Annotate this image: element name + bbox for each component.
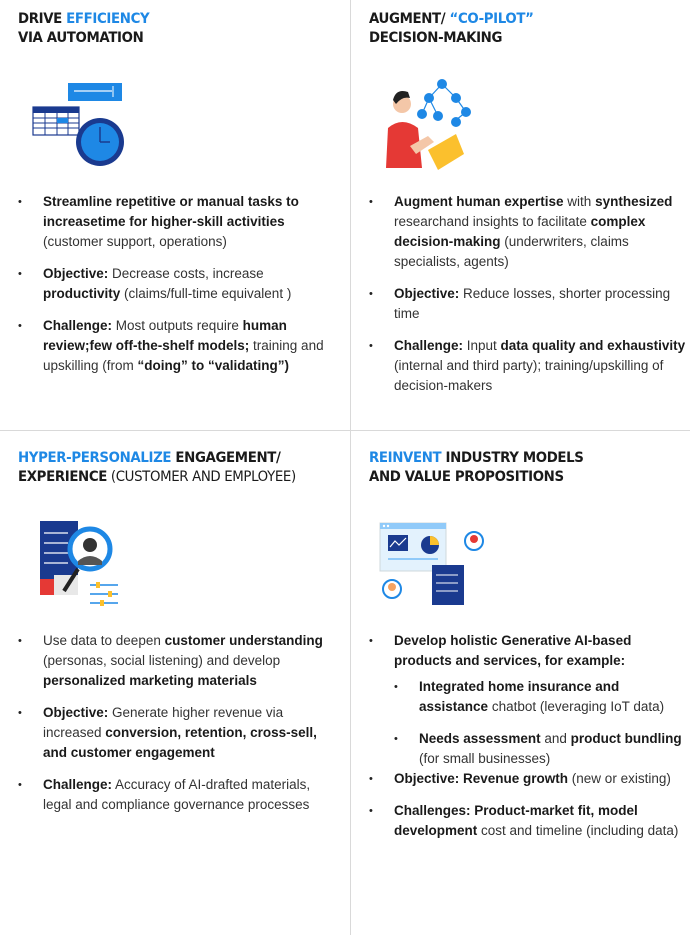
list-item: • Develop holistic Generative AI-based products and services, for example: • Integrated home insurance and assistance chatbot (leveraging IoT data) • Needs assessment and product bundling (for small businesses) [369, 631, 691, 769]
quadrant-drive-efficiency [0, 0, 350, 430]
quadrant-title: HYPER-PERSONALIZE ENGAGEMENT/ EXPERIENCE (CUSTOMER AND EMPLOYEE) [18, 450, 296, 485]
list-item: • Objective: Revenue growth (new or existing) [369, 769, 691, 789]
list-item: • Challenge: Accuracy of AI-drafted materials, legal and compliance governance processes [18, 775, 340, 815]
quadrant-augment-copilot [351, 0, 700, 430]
list-item: • Streamline repetitive or manual tasks to increasetime for higher-skill activities (customer support, operations) [18, 192, 338, 252]
business-model-illustration-icon [378, 519, 488, 607]
quadrant-title: DRIVE EFFICIENCY VIA AUTOMATION [18, 11, 150, 46]
quadrant-hyper-personalize [0, 431, 350, 935]
list-item: • Objective: Generate higher revenue via increased conversion, retention, cross-sell, and customer engagement [18, 703, 340, 763]
copilot-illustration-icon [384, 76, 494, 172]
automation-illustration-icon [30, 80, 130, 170]
sub-list-item: • Integrated home insurance and assistance chatbot (leveraging IoT data) [394, 677, 691, 717]
list-item: • Objective: Reduce losses, shorter processing time [369, 284, 689, 324]
personalization-illustration-icon [38, 519, 128, 607]
quadrant-reinvent-models [351, 431, 700, 935]
list-item: • Challenge: Most outputs require human review;few off-the-shelf models; training and upskilling (from “doing” to “validating”) [18, 316, 338, 376]
list-item: • Challenges: Product-market fit, model development cost and timeline (including data) [369, 801, 691, 841]
list-item: • Use data to deepen customer understanding (personas, social listening) and develop personalized marketing materials [18, 631, 340, 691]
sub-list-item: • Needs assessment and product bundling (for small businesses) [394, 729, 691, 769]
list-item: • Objective: Decrease costs, increase productivity (claims/full-time equivalent ) [18, 264, 338, 304]
list-item: • Challenge: Input data quality and exhaustivity (internal and third party); training/upskilling of decision-makers [369, 336, 689, 396]
quadrant-title: REINVENT INDUSTRY MODELS AND VALUE PROPOSITIONS [369, 450, 584, 485]
quadrant-title: AUGMENT/ “CO-PILOT” DECISION-MAKING [369, 11, 534, 46]
list-item: • Augment human expertise with synthesized researchand insights to facilitate complex decision-making (underwriters, claims specialists, agents) [369, 192, 689, 272]
